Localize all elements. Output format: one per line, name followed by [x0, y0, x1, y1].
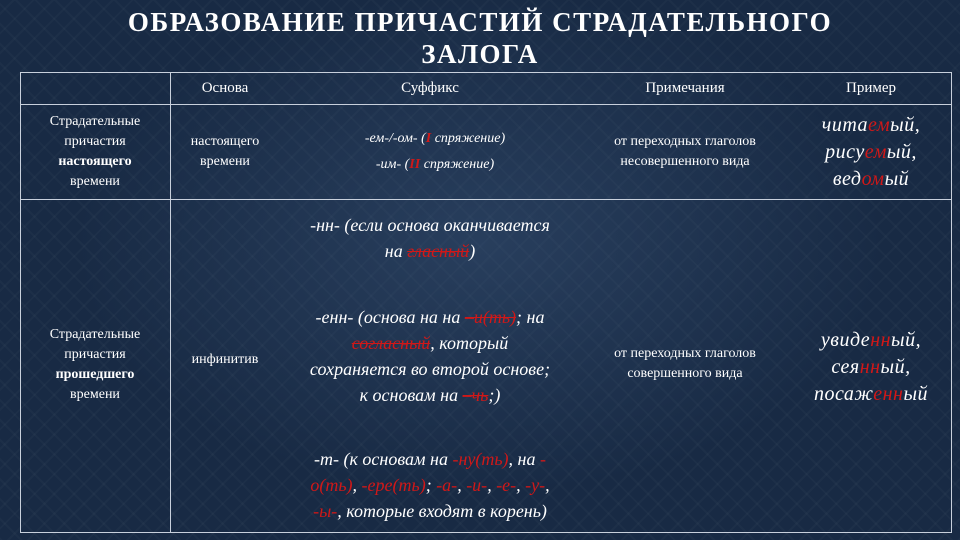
example-suffix: ом — [861, 167, 885, 190]
nn-line-1: -нн- (если основа оканчивается — [310, 215, 550, 235]
suffix-text: , — [487, 475, 497, 495]
past-label-line-2: причастия — [64, 347, 126, 362]
past-osnova-text: инфинитив — [191, 352, 259, 367]
highlight-word: -и- — [466, 475, 488, 495]
past-label-line-1: Страдательные — [49, 327, 141, 342]
present-label-line-2: причастия — [64, 134, 126, 149]
suffix-text: , которые входят в корень) — [337, 501, 547, 521]
row-divider — [20, 199, 952, 200]
present-label-line-4: времени — [70, 174, 120, 189]
suffix-text: ; на — [516, 307, 545, 327]
present-suffix — [280, 106, 590, 198]
highlight-word: о(ть) — [310, 475, 353, 495]
present-example-2 — [822, 139, 920, 166]
suffix-text: , который — [430, 333, 509, 353]
past-examples — [790, 322, 952, 412]
suffix-text: ; — [425, 475, 437, 495]
example-stem: рису — [825, 140, 865, 163]
conjugation-numeral: II — [409, 157, 421, 172]
present-label-line-3: настоящего — [58, 154, 132, 169]
suffix-text: ;) — [488, 385, 501, 405]
suffix-text: -им- ( — [375, 157, 410, 172]
example-ending: ый, — [891, 328, 922, 351]
past-osnova — [170, 340, 280, 380]
struck-word: –и(ть) — [464, 307, 517, 327]
past-notes-line-2: совершенного вида — [627, 366, 743, 381]
past-notes-line-1: от переходных глаголов — [614, 346, 756, 361]
suffix-text: -енн- (основа на на — [315, 307, 465, 327]
highlight-word: - — [539, 449, 546, 469]
struck-word: гласный — [407, 241, 470, 261]
suffix-text: спряжение) — [431, 131, 506, 146]
suffix-text: , — [352, 475, 362, 495]
present-suffix-line-2 — [365, 154, 505, 176]
past-example-1 — [814, 327, 928, 354]
example-stem: сея — [831, 355, 860, 378]
present-osnova-line-1: настоящего — [190, 134, 260, 149]
suffix-text: спряжение) — [420, 157, 495, 172]
enn-line-1 — [310, 304, 550, 330]
row-label-past — [20, 300, 170, 430]
present-notes-line-1: от переходных глаголов — [614, 134, 756, 149]
slide-title-line-2: ЗАЛОГА — [421, 39, 539, 69]
suffix-text: ) — [469, 241, 476, 261]
enn-line-3: сохраняется во второй основе; — [309, 359, 551, 379]
conjugation-numeral: I — [425, 131, 432, 146]
suffix-text: -т- (к основам на — [314, 449, 453, 469]
example-suffix: ем — [864, 140, 887, 163]
past-label-line-3: прошедшего — [55, 367, 135, 382]
example-ending: ый, — [890, 113, 921, 136]
past-suffix-enn — [270, 302, 590, 410]
past-label-line-4: времени — [70, 387, 120, 402]
highlight-word: -ере(ть) — [361, 475, 426, 495]
struck-word: –чь — [462, 385, 489, 405]
header-example — [790, 74, 952, 102]
enn-line-2 — [310, 330, 550, 356]
example-suffix: енн — [873, 382, 904, 405]
present-osnova-line-2: времени — [200, 154, 250, 169]
header-suffix-text: Суффикс — [401, 79, 459, 96]
past-suffix-t — [270, 444, 590, 526]
example-ending: ый, — [886, 140, 917, 163]
past-suffix-nn — [270, 210, 590, 266]
header-osnova-text: Основа — [201, 79, 249, 96]
past-example-3 — [814, 381, 928, 408]
nn-line-2 — [310, 238, 550, 264]
t-line-2 — [310, 472, 549, 498]
header-osnova — [170, 74, 280, 102]
suffix-text: , — [516, 475, 526, 495]
present-notes — [585, 106, 785, 198]
header-notes-text: Примечания — [645, 79, 725, 96]
past-notes — [585, 340, 785, 388]
suffix-text: , — [545, 475, 550, 495]
suffix-text: -ем-/-ом- ( — [364, 131, 426, 146]
t-line-1 — [310, 446, 549, 472]
header-example-text: Пример — [845, 79, 896, 96]
example-ending: ый — [884, 167, 910, 190]
suffix-text: на — [384, 241, 408, 261]
highlight-word: -ы- — [313, 501, 338, 521]
example-suffix: нн — [870, 328, 892, 351]
enn-line-4 — [310, 382, 550, 408]
row-label-present — [20, 106, 170, 198]
header-notes — [585, 74, 785, 102]
example-stem: чита — [821, 113, 869, 136]
present-notes-line-2: несовершенного вида — [620, 154, 750, 169]
example-ending: ый — [903, 382, 928, 405]
example-stem: увиде — [820, 328, 871, 351]
highlight-word: -а- — [436, 475, 458, 495]
present-example-1 — [822, 112, 920, 139]
example-ending: ый, — [880, 355, 911, 378]
present-label-line-1: Страдательные — [49, 114, 141, 129]
past-example-2 — [814, 354, 928, 381]
highlight-word: -ну(ть) — [452, 449, 509, 469]
slide-title-line-1: ОБРАЗОВАНИЕ ПРИЧАСТИЙ СТРАДАТЕЛЬНОГО — [127, 7, 833, 37]
example-stem: вед — [832, 167, 862, 190]
t-line-3 — [310, 498, 549, 524]
present-examples — [790, 106, 952, 198]
highlight-word: -у- — [525, 475, 546, 495]
present-suffix-line-1 — [365, 128, 505, 150]
struck-word: согласный — [351, 333, 431, 353]
suffix-text: , на — [508, 449, 540, 469]
example-suffix: ем — [868, 113, 891, 136]
present-osnova — [170, 106, 280, 198]
example-suffix: нн — [859, 355, 881, 378]
example-stem: посаж — [814, 382, 874, 405]
slide-title — [0, 6, 960, 70]
suffix-text: к основам на — [359, 385, 463, 405]
suffix-text: , — [457, 475, 467, 495]
present-example-3 — [822, 166, 920, 193]
header-suffix — [280, 74, 580, 102]
highlight-word: -е- — [496, 475, 517, 495]
header-divider — [20, 104, 952, 105]
